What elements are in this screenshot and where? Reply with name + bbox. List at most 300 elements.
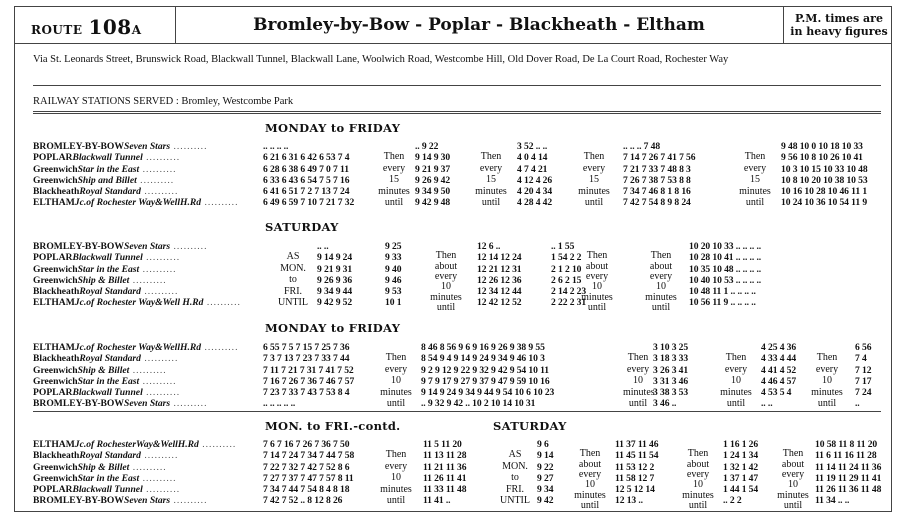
time-cell: 12 14 12 24 xyxy=(477,252,522,264)
leader-dots: .......... xyxy=(139,263,177,275)
note-line: minutes xyxy=(811,386,843,398)
note-line: 15 xyxy=(486,174,496,186)
note-line: UNTIL xyxy=(500,495,530,507)
stop-point: Jc.of Rochester Way&WellH.Rd xyxy=(74,197,202,209)
time-cell: 11 19 11 29 11 41 xyxy=(815,472,882,484)
time-cell: 7 42 7 52 .. 8 12 8 26 xyxy=(263,495,343,507)
time-cell: 3 52 .. .. xyxy=(517,141,548,152)
route-label: ROUTE 108A xyxy=(31,15,142,39)
stop-name xyxy=(33,484,265,495)
time-cell: 11 37 11 46 xyxy=(615,439,659,450)
note-line: minutes xyxy=(574,489,606,501)
stop-name xyxy=(33,152,265,163)
stop-place: Greenwich xyxy=(33,364,78,376)
time-cell: 4 28 4 42 xyxy=(517,197,553,209)
time-cell: 7 17 xyxy=(855,375,872,387)
stop-name xyxy=(33,264,265,275)
note-line: Then xyxy=(480,151,502,163)
stop-name xyxy=(33,241,265,252)
note-line: every xyxy=(585,270,609,282)
stop-name xyxy=(33,462,265,473)
time-cell: 10 48 11 1 .. .. .. .. xyxy=(689,286,756,298)
time-cell: 9 14 9 24 9 34 9 44 9 54 10 6 10 23 xyxy=(421,387,555,399)
divider xyxy=(33,411,881,412)
time-cell: 4 0 4 14 xyxy=(517,152,548,164)
stop-name xyxy=(33,365,265,376)
note-line: every xyxy=(434,270,458,282)
note-line: AS xyxy=(508,449,522,461)
time-cell: 9 48 10 0 10 18 10 33 xyxy=(781,141,863,152)
leader-dots: .......... xyxy=(142,152,181,164)
stop-place: BROMLEY-BY-BOW xyxy=(33,141,124,152)
divider xyxy=(33,85,881,86)
note-line: about xyxy=(649,260,673,272)
frequency-note xyxy=(771,449,815,511)
time-cell: 11 26 11 41 xyxy=(423,472,467,484)
note-line: every xyxy=(384,363,408,375)
stop-name xyxy=(33,197,265,208)
time-cell: 7 12 xyxy=(855,364,872,376)
note-line: about xyxy=(434,260,458,272)
time-cell: 3 26 3 41 xyxy=(653,364,689,376)
table-row xyxy=(33,439,885,450)
time-cell: 4 12 4 26 xyxy=(517,174,553,186)
note-line: minutes xyxy=(739,185,771,197)
note-line: Then xyxy=(782,448,804,460)
time-cell: 11 53 12 2 xyxy=(615,461,655,473)
time-cell: .. 1 55 xyxy=(551,241,575,252)
time-cell: 10 24 10 36 10 54 11 9 xyxy=(781,197,868,209)
time-cell: 10 16 10 28 10 46 11 1 xyxy=(781,186,868,198)
frequency-note xyxy=(635,251,687,313)
table-row xyxy=(33,473,885,484)
time-cell: 9 14 9 30 xyxy=(415,152,451,164)
note-line: Then xyxy=(385,449,407,461)
time-cell: 11 33 11 48 xyxy=(423,484,467,496)
stop-place: BROMLEY-BY-BOW xyxy=(33,495,124,507)
leader-dots: .......... xyxy=(170,398,208,410)
stop-place: POPLAR xyxy=(33,387,73,399)
timetable-block xyxy=(33,439,885,512)
time-cell: 11 45 11 54 xyxy=(615,450,659,462)
time-cell: 10 20 10 33 .. .. .. .. xyxy=(689,241,762,252)
leader-dots: .......... xyxy=(170,495,208,507)
stop-place: ELTHAM xyxy=(33,342,75,353)
time-cell: 7 21 7 33 7 48 8 3 xyxy=(623,163,691,175)
leader-dots: .......... xyxy=(198,439,237,450)
note-line: about xyxy=(585,260,609,272)
note-line: 15 xyxy=(589,174,599,186)
time-cell: 11 26 11 36 11 48 xyxy=(815,484,882,496)
time-cell: 9 14 xyxy=(537,450,554,462)
note-line: until xyxy=(386,495,406,507)
time-cell: 2 1 2 10 xyxy=(551,263,582,275)
time-cell: 7 34 7 46 8 1 8 16 xyxy=(623,186,691,198)
note-line: Then xyxy=(385,352,407,364)
note-line: until xyxy=(584,197,604,209)
time-cell: 4 20 4 34 xyxy=(517,186,553,198)
frequency-note xyxy=(373,151,415,209)
time-cell: 3 10 3 25 xyxy=(653,342,689,353)
time-cell: 4 41 4 52 xyxy=(761,364,797,376)
leader-dots: .......... xyxy=(139,472,177,484)
note-line: until xyxy=(580,500,600,512)
time-cell: 11 58 12 7 xyxy=(615,472,655,484)
stop-place: ELTHAM xyxy=(33,297,75,309)
frequency-note xyxy=(373,449,419,507)
time-cell: 4 25 4 36 xyxy=(761,342,797,353)
time-cell: 4 53 5 4 xyxy=(761,387,792,399)
note-line: minutes xyxy=(380,483,412,495)
note-line: Then xyxy=(586,250,608,262)
time-cell: 11 14 11 24 11 36 xyxy=(815,461,882,473)
note-line: 15 xyxy=(750,174,760,186)
time-cell: 10 8 10 20 10 38 10 53 xyxy=(781,174,868,186)
time-cell: 2 6 2 15 xyxy=(551,274,582,286)
time-cell: 7 14 7 24 7 34 7 44 7 58 xyxy=(263,450,355,462)
section-heading: MON. to FRI.-contd. xyxy=(265,419,401,433)
leader-dots: .......... xyxy=(170,241,208,252)
table-row xyxy=(33,495,885,506)
time-cell: 4 33 4 44 xyxy=(761,353,797,365)
leader-dots: .......... xyxy=(129,364,167,376)
time-cell: .. xyxy=(855,398,860,410)
leader-dots: .......... xyxy=(142,484,181,496)
time-cell: 9 26 9 42 xyxy=(415,174,451,186)
time-cell: 2 14 2 23 xyxy=(551,286,587,298)
stop-place: BROMLEY-BY-BOW xyxy=(33,241,124,252)
time-cell: 4 7 4 21 xyxy=(517,163,548,175)
stop-point: Ship & Billet xyxy=(77,461,130,473)
stop-name xyxy=(33,286,265,297)
time-cell: 12 13 .. xyxy=(615,495,643,507)
note-line: 10 xyxy=(592,281,602,293)
stop-point: Star in the East xyxy=(77,163,140,175)
time-cell: 1 16 1 26 xyxy=(723,439,759,450)
stop-place: POPLAR xyxy=(33,152,73,164)
stop-name xyxy=(33,353,265,364)
stop-place: Blackheath xyxy=(33,353,80,365)
stop-name xyxy=(33,141,265,152)
time-cell: 9 56 10 8 10 26 10 41 xyxy=(781,152,863,164)
note-line: 10 xyxy=(731,375,741,387)
stop-name xyxy=(33,342,265,353)
time-cell: 9 53 xyxy=(385,286,402,298)
note-line: 10 xyxy=(788,479,798,491)
time-cell: 10 35 10 48 .. .. .. .. xyxy=(689,263,762,275)
note-line: every xyxy=(815,363,839,375)
stop-name xyxy=(33,450,265,461)
note-line: until xyxy=(651,302,671,314)
stop-point: Seven Stars xyxy=(123,241,171,252)
as-mon-fri-note xyxy=(495,449,535,507)
note-line: Then xyxy=(579,448,601,460)
note-line: about xyxy=(686,458,710,470)
time-cell: 7 11 7 21 7 31 7 41 7 52 xyxy=(263,364,354,376)
frequency-note xyxy=(713,352,759,410)
route-number: 108 xyxy=(88,15,132,39)
time-cell: .. 2 2 xyxy=(723,495,742,507)
leader-dots: .......... xyxy=(140,286,179,298)
time-cell: 3 46 .. xyxy=(653,398,677,410)
time-cell: 1 24 1 34 xyxy=(723,450,759,462)
time-cell: 6 56 xyxy=(855,342,872,353)
stop-place: ELTHAM xyxy=(33,197,75,209)
note-line: 10 xyxy=(693,479,703,491)
note-line: minutes xyxy=(645,291,677,303)
leader-dots: .......... xyxy=(139,375,177,387)
note-line: about xyxy=(781,458,805,470)
time-cell: .. 9 32 9 42 .. 10 2 10 14 10 31 xyxy=(421,398,536,410)
leader-dots: .......... xyxy=(139,163,177,175)
time-cell: 9 42 9 48 xyxy=(415,197,451,209)
leader-dots: .......... xyxy=(142,252,181,264)
time-cell: 6 28 6 38 6 49 7 0 7 11 xyxy=(263,163,349,175)
time-cell: .. 9 22 xyxy=(415,141,439,152)
table-row xyxy=(33,484,885,495)
stop-name xyxy=(33,473,265,484)
stop-point: Jc.of Rochester Way&WellH.Rd xyxy=(74,342,202,353)
time-cell: 11 41 .. xyxy=(423,495,451,507)
note-line: every xyxy=(743,162,767,174)
note-line: Then xyxy=(744,151,766,163)
time-cell: 11 5 11 20 xyxy=(423,439,462,450)
note-line: minutes xyxy=(581,291,613,303)
frequency-note xyxy=(467,151,515,209)
time-cell: 10 40 10 53 .. .. .. .. xyxy=(689,274,762,286)
note-line: 10 xyxy=(585,479,595,491)
stop-name xyxy=(33,398,265,409)
time-cell: 12 26 12 36 xyxy=(477,274,522,286)
time-cell: 12 5 12 14 xyxy=(615,484,655,496)
time-cell: 9 22 xyxy=(537,461,554,473)
stop-point: Star in the East xyxy=(77,472,140,484)
note-line: about xyxy=(578,458,602,470)
note-line: 10 xyxy=(391,472,401,484)
divider xyxy=(33,113,881,114)
frequency-note xyxy=(417,251,475,313)
leader-dots: .......... xyxy=(170,141,208,152)
note-line: every xyxy=(582,162,606,174)
time-cell: 9 27 xyxy=(537,472,554,484)
stop-name xyxy=(33,495,265,506)
note-line: 10 xyxy=(656,281,666,293)
time-cell: 7 22 7 32 7 42 7 52 8 6 xyxy=(263,461,350,473)
pm-note: P.M. times are in heavy figures xyxy=(790,12,888,38)
note-line: Then xyxy=(383,151,405,163)
stop-place: Blackheath xyxy=(33,286,80,298)
note-line: until xyxy=(384,197,404,209)
header-divider xyxy=(783,7,784,43)
stop-place: Blackheath xyxy=(33,186,80,198)
note-line: every xyxy=(724,363,748,375)
time-cell: 7 14 7 26 7 41 7 56 xyxy=(623,152,696,164)
note-line: every xyxy=(382,162,406,174)
time-cell: 11 13 11 28 xyxy=(423,450,467,462)
note-line: until xyxy=(745,197,765,209)
stop-point: Ship & Billet xyxy=(77,364,130,376)
frequency-note xyxy=(569,151,619,209)
time-cell: 10 56 11 9 .. .. .. .. xyxy=(689,297,756,309)
time-cell: 12 6 .. xyxy=(477,241,501,252)
time-cell: 7 4 xyxy=(855,353,867,365)
note-line: minutes xyxy=(378,185,410,197)
note-line: 10 xyxy=(822,375,832,387)
timetable-block xyxy=(33,342,885,410)
note-line: until xyxy=(628,398,648,410)
stop-place: Blackheath xyxy=(33,450,80,462)
stop-point: Royal Standard xyxy=(79,186,141,198)
time-cell: 8 54 9 4 9 14 9 24 9 34 9 46 10 3 xyxy=(421,353,545,365)
note-line: until xyxy=(817,398,837,410)
note-line: Then xyxy=(583,151,605,163)
note-line: every xyxy=(578,468,602,480)
note-line: minutes xyxy=(475,185,507,197)
note-line: minutes xyxy=(682,489,714,501)
leader-dots: .......... xyxy=(136,174,175,186)
stop-point: Jc.of Rochester Way&Well H.Rd xyxy=(74,297,204,309)
time-cell: 10 1 xyxy=(385,297,402,309)
time-cell: 9 34 xyxy=(537,484,554,496)
time-cell: 12 34 12 44 xyxy=(477,286,522,298)
note-line: until xyxy=(436,302,456,314)
time-cell: 9 7 9 17 9 27 9 37 9 47 9 59 10 16 xyxy=(421,375,550,387)
frequency-note xyxy=(573,251,621,313)
note-line: until xyxy=(386,398,406,410)
time-cell: 12 42 12 52 xyxy=(477,297,522,309)
stop-place: ELTHAM xyxy=(33,439,75,450)
stop-place: Greenwich xyxy=(33,375,78,387)
stop-name xyxy=(33,439,265,450)
note-line: until xyxy=(587,302,607,314)
stop-name xyxy=(33,164,265,175)
note-line: Then xyxy=(816,352,838,364)
time-cell: 1 54 2 2 xyxy=(551,252,582,264)
note-line: every xyxy=(479,162,503,174)
note-line: every xyxy=(686,468,710,480)
time-cell: 11 21 11 36 xyxy=(423,461,467,473)
time-cell: .. .. .. .. xyxy=(263,141,289,152)
leader-dots: .......... xyxy=(129,461,167,473)
stop-place: Greenwich xyxy=(33,461,78,473)
timetable-block xyxy=(33,141,885,209)
table-row xyxy=(33,450,885,461)
time-cell: 7 3 7 13 7 23 7 33 7 44 xyxy=(263,353,350,365)
note-line: until xyxy=(688,500,708,512)
note-line: every xyxy=(781,468,805,480)
note-line: 10 xyxy=(441,281,451,293)
note-line: minutes xyxy=(777,489,809,501)
time-cell: 1 32 1 42 xyxy=(723,461,759,473)
frequency-note xyxy=(675,449,721,511)
time-cell: 9 21 9 31 xyxy=(317,263,353,275)
note-line: 10 xyxy=(633,375,643,387)
stop-point: Blackwall Tunnel xyxy=(72,152,143,164)
stop-point: Seven Stars xyxy=(123,398,171,410)
time-cell: 10 58 11 8 11 20 xyxy=(815,439,878,450)
note-line: MON. xyxy=(280,262,306,274)
note-line: MON. xyxy=(502,460,528,472)
section-heading: MONDAY to FRIDAY xyxy=(265,321,401,335)
timetable-page xyxy=(14,6,892,512)
section-heading: SATURDAY xyxy=(265,220,339,234)
stop-point: Seven Stars xyxy=(123,495,171,507)
time-cell: 7 23 7 33 7 43 7 53 8 4 xyxy=(263,387,350,399)
stop-place: Greenwich xyxy=(33,263,78,275)
leader-dots: .......... xyxy=(203,297,241,309)
note-line: every xyxy=(626,363,650,375)
time-cell: 9 34 9 44 xyxy=(317,286,353,298)
stop-point: Ship & Billet xyxy=(77,274,130,286)
note-line: minutes xyxy=(623,386,655,398)
time-cell: 12 21 12 31 xyxy=(477,263,522,275)
leader-dots: .......... xyxy=(140,450,179,462)
time-cell: 9 42 9 52 xyxy=(317,297,353,309)
note-line: Then xyxy=(627,352,649,364)
time-cell: 6 41 6 51 7 2 7 13 7 24 xyxy=(263,186,350,198)
note-line: minutes xyxy=(430,291,462,303)
time-cell: 7 26 7 38 7 53 8 8 xyxy=(623,174,691,186)
stop-name xyxy=(33,252,265,263)
stop-name xyxy=(33,275,265,286)
frequency-note xyxy=(373,352,419,410)
stop-point: Blackwall Tunnel xyxy=(72,252,143,264)
time-cell: 2 22 2 31 xyxy=(551,297,587,309)
note-line: until xyxy=(726,398,746,410)
note-line: until xyxy=(481,197,501,209)
time-cell: 7 6 7 16 7 26 7 36 7 50 xyxy=(263,439,350,450)
frequency-note xyxy=(623,352,653,410)
stop-place: Greenwich xyxy=(33,174,78,186)
note-line: minutes xyxy=(578,185,610,197)
section-heading: MONDAY to FRIDAY xyxy=(265,121,401,135)
stop-place: POPLAR xyxy=(33,252,73,264)
time-cell: 10 3 10 15 10 33 10 48 xyxy=(781,163,868,175)
divider xyxy=(33,111,881,112)
stop-point: Seven Stars xyxy=(123,141,171,152)
as-mon-fri-note xyxy=(269,251,317,309)
stop-point: Star in the East xyxy=(77,375,140,387)
time-cell: 9 26 9 36 xyxy=(317,274,353,286)
stop-point: Blackwall Tunnel xyxy=(72,387,143,399)
note-line: AS xyxy=(286,251,300,263)
time-cell: 7 42 7 54 8 9 8 24 xyxy=(623,197,691,209)
note-line: minutes xyxy=(380,386,412,398)
stop-point: Jc.of RochesterWay&WellH.Rd xyxy=(74,439,199,450)
time-cell: 1 44 1 54 xyxy=(723,484,759,496)
frequency-note xyxy=(803,352,851,410)
note-line: until xyxy=(783,500,803,512)
note-line: Then xyxy=(687,448,709,460)
stop-point: Ship and Billet xyxy=(77,174,137,186)
time-cell: 9 2 9 12 9 22 9 32 9 42 9 54 10 11 xyxy=(421,364,549,376)
leader-dots: .......... xyxy=(140,186,179,198)
stop-place: BROMLEY-BY-BOW xyxy=(33,398,124,410)
table-row xyxy=(33,458,885,473)
time-cell: 11 34 .. .. xyxy=(815,495,850,507)
time-cell: .. .. .. .. .. xyxy=(263,398,296,410)
time-cell: .. .. xyxy=(761,398,773,410)
note-line: to xyxy=(511,472,519,484)
leader-dots: .......... xyxy=(140,353,179,365)
time-cell: 4 46 4 57 xyxy=(761,375,797,387)
note-line: Then xyxy=(650,250,672,262)
time-cell: 3 38 3 53 xyxy=(653,387,689,399)
time-cell: 10 28 10 41 .. .. .. .. xyxy=(689,252,762,264)
stop-place: Greenwich xyxy=(33,163,78,175)
section-heading: SATURDAY xyxy=(493,419,567,433)
note-line: Then xyxy=(725,352,747,364)
